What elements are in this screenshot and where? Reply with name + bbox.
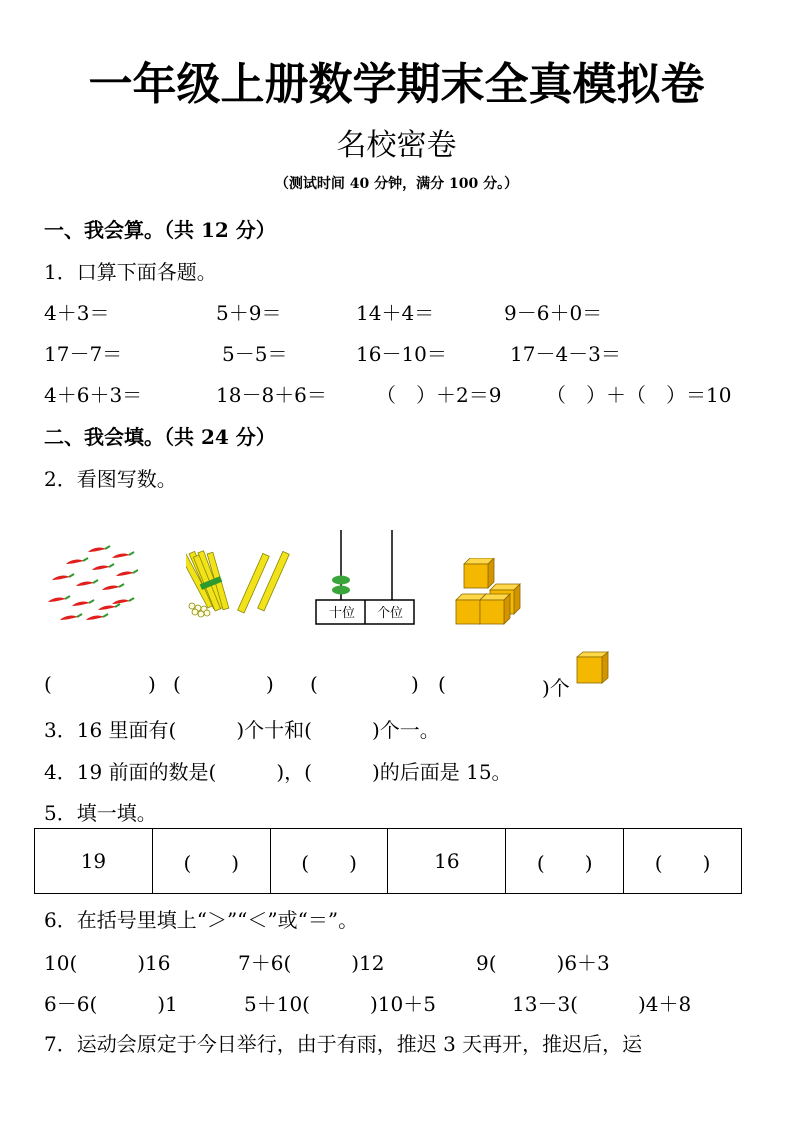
answer-blank-close: ) <box>148 672 156 696</box>
answer-blank-close: ) <box>411 672 419 696</box>
answer-blank-close: ) <box>266 672 274 696</box>
calc-item: 4＋3＝ <box>44 301 110 325</box>
page-subtitle: 名校密卷 <box>336 128 457 163</box>
compare-item: 6－6( )1 <box>44 992 178 1016</box>
calc-item: 4＋6＋3＝ <box>44 383 143 407</box>
calc-item: 16－10＝ <box>356 342 447 366</box>
sequence-cell: 16 <box>388 829 506 894</box>
compare-item: 9( )6＋3 <box>476 951 610 975</box>
compare-item: 13－3( )4＋8 <box>512 992 692 1016</box>
q5-label: 5．填一填。 <box>44 801 157 825</box>
q7-text: 7．运动会原定于今日举行，由于有雨，推迟 3 天再开，推迟后，运 <box>44 1032 643 1056</box>
abacus-ones-label: 个位 <box>376 606 403 621</box>
calc-item: 5＋9＝ <box>216 301 282 325</box>
section-1-heading: 一、我会算。（共 12 分） <box>44 218 276 242</box>
sequence-cell[interactable]: ( ) <box>270 829 388 894</box>
q3-text: 3．16 里面有( )个十和( )个一。 <box>44 718 440 742</box>
answer-blank-open[interactable]: ( <box>310 672 318 696</box>
calc-item: 5－5＝ <box>222 342 288 366</box>
chili-peppers-image <box>46 540 138 622</box>
compare-item: 7＋6( )12 <box>238 951 385 975</box>
calc-item: 9－6＋0＝ <box>504 301 603 325</box>
test-note: （测试时间 40 分钟，满分 100 分。） <box>274 176 519 192</box>
answer-blank-unit: )个 <box>542 676 570 700</box>
calc-item: （ ）＋（ ）＝10 <box>546 383 732 407</box>
calc-item: 17－7＝ <box>44 342 123 366</box>
calc-item: 14＋4＝ <box>356 301 435 325</box>
answer-blank-open[interactable]: ( <box>438 672 446 696</box>
calc-item: 18－8＋6＝ <box>216 383 327 407</box>
compare-item: 5＋10( )10＋5 <box>244 992 436 1016</box>
sequence-cell: 19 <box>35 829 153 894</box>
answer-blank-open[interactable]: ( <box>44 672 52 696</box>
compare-item: 10( )16 <box>44 951 171 975</box>
abacus-tens-label: 十位 <box>328 606 355 621</box>
cube-icon <box>576 651 610 685</box>
calc-item: 17－4－3＝ <box>510 342 621 366</box>
sticks-bundle-image <box>186 546 290 618</box>
calc-item: （ ）＋2＝9 <box>376 383 502 407</box>
q4-text: 4．19 前面的数是( )，( )的后面是 15。 <box>44 760 512 784</box>
cubes-image <box>454 558 524 626</box>
q1-label: 1．口算下面各题。 <box>44 260 217 284</box>
number-sequence-table <box>34 828 742 894</box>
q2-label: 2．看图写数。 <box>44 467 177 491</box>
section-2-heading: 二、我会填。（共 24 分） <box>44 425 276 449</box>
sequence-cell[interactable]: ( ) <box>152 829 270 894</box>
q6-label: 6．在括号里填上“＞”“＜”或“＝”。 <box>44 908 359 932</box>
page-title: 一年级上册数学期末全真模拟卷 <box>88 59 705 110</box>
sequence-cell[interactable]: ( ) <box>624 829 742 894</box>
sequence-cell[interactable]: ( ) <box>506 829 624 894</box>
answer-blank-open[interactable]: ( <box>173 672 181 696</box>
